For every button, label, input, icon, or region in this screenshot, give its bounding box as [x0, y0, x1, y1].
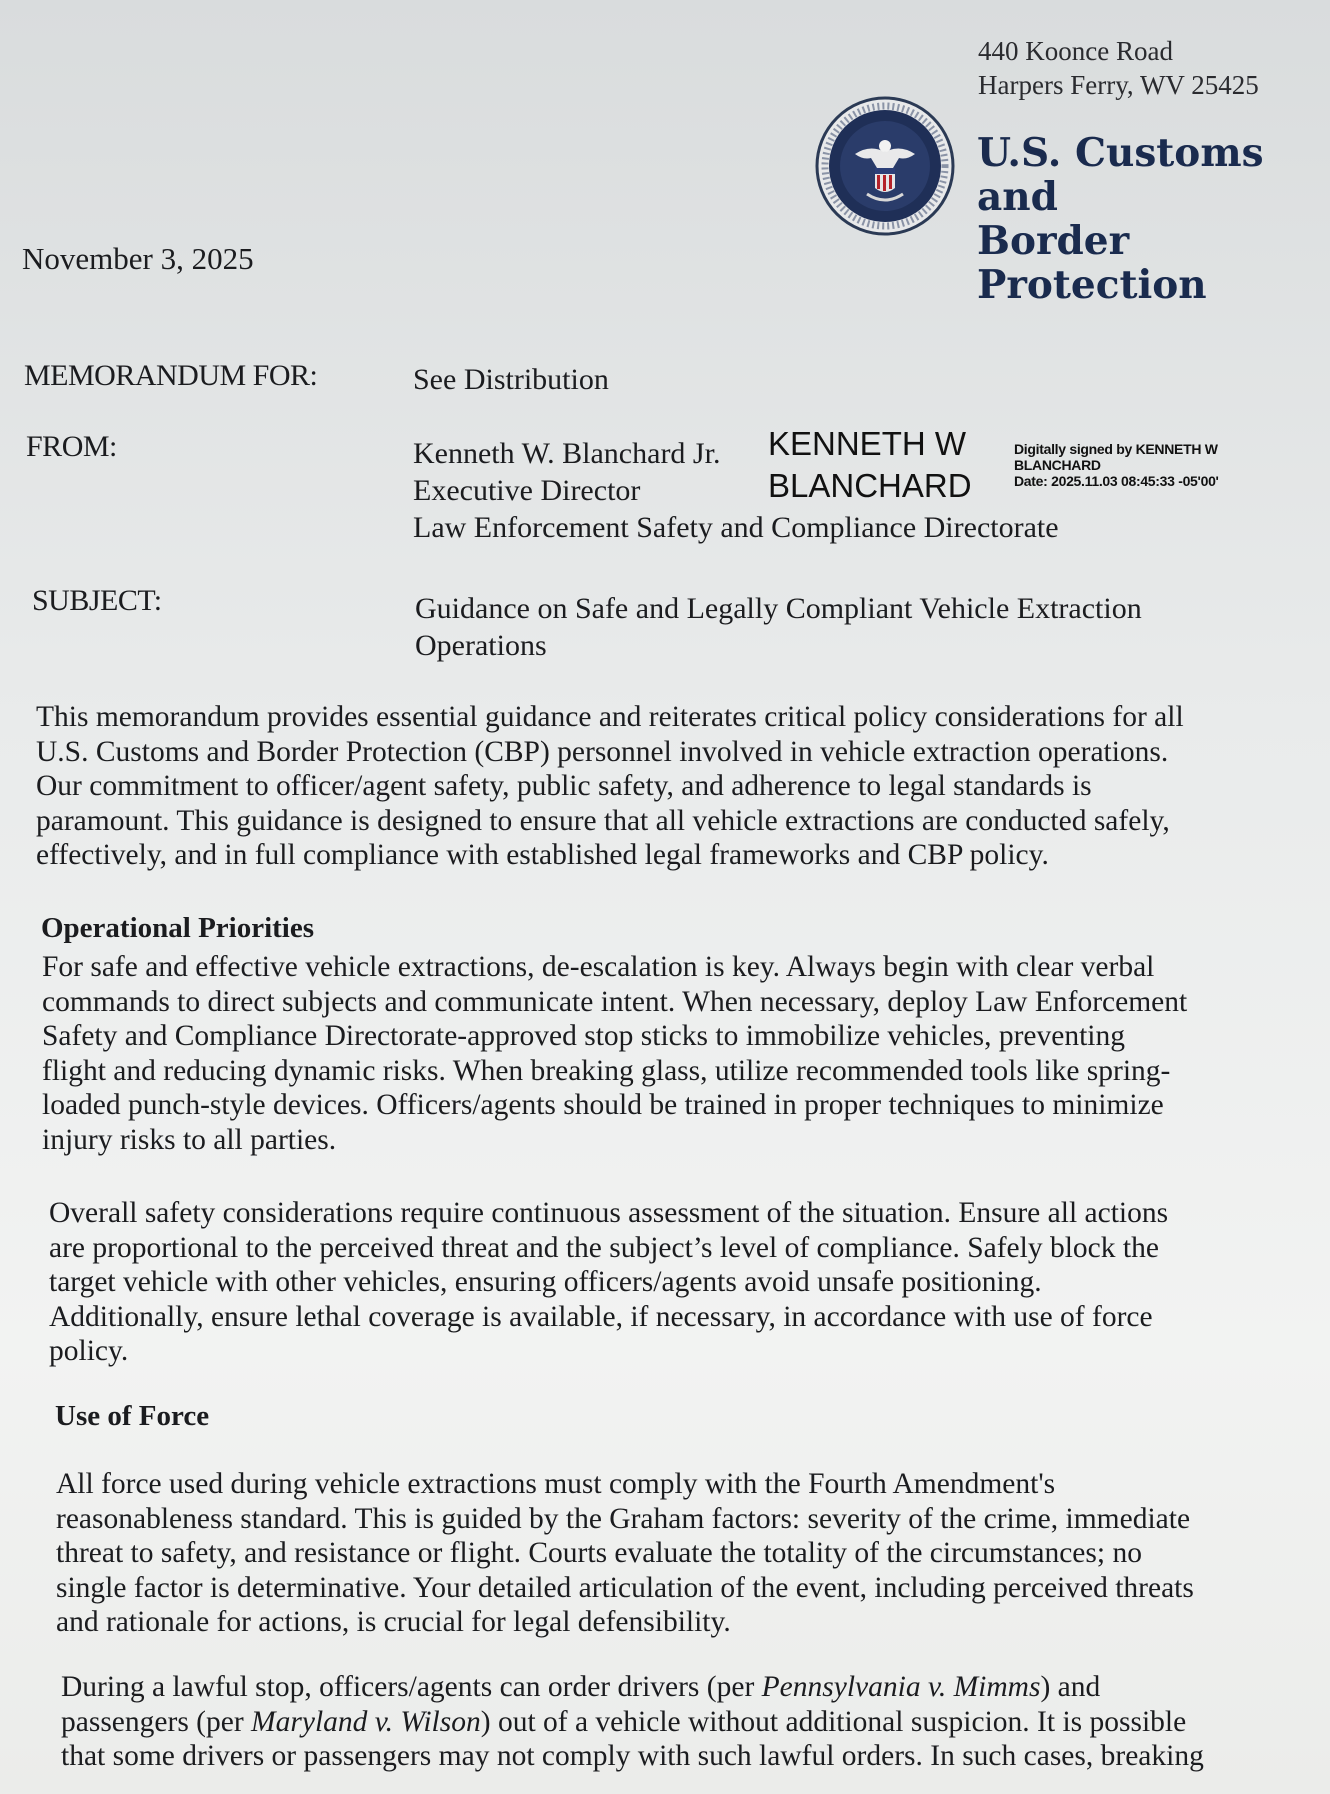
letterhead-address	[978, 34, 1259, 102]
intro-line: effectively, and in full compliance with established legal frameworks and CBP policy.	[36, 839, 1049, 871]
signature-meta-line-2: BLANCHARD	[1014, 457, 1101, 473]
text-run: ) out of a vehicle without additional suspicion. It is possible	[480, 1705, 1187, 1738]
paragraph-line: reasonableness standard. This is guided by the Graham factors: severity of the crime, immediate	[56, 1502, 1191, 1535]
text-run: During a lawful stop, officers/agents can order drivers (per	[61, 1671, 762, 1703]
subject-line-2: Operations	[415, 629, 547, 662]
subject-label: SUBJECT:	[32, 584, 162, 617]
paragraph-line: policy.	[49, 1335, 129, 1367]
from-title: Executive Director	[413, 474, 641, 507]
signature-meta-line-1: Digitally signed by KENNETH W	[1014, 441, 1218, 457]
paragraph-line: All force used during vehicle extractions must comply with the Fourth Amendment's	[56, 1468, 1056, 1500]
paragraph-line: Safety and Compliance Directorate-approved stop sticks to immobilize vehicles, preventing	[42, 1020, 1125, 1052]
paragraph-line: loaded punch-style devices. Officers/agents should be trained in proper techniques to minimize	[42, 1089, 1164, 1121]
case-citation: Maryland v. Wilson	[251, 1705, 481, 1738]
from-org: Law Enforcement Safety and Compliance Directorate	[413, 511, 1059, 544]
address-line-1: 440 Koonce Road	[978, 36, 1173, 66]
paragraph-line: that some drivers or passengers may not comply with such lawful orders. In such cases, breaking	[61, 1740, 1204, 1772]
intro-line: paramount. This guidance is designed to ensure that all vehicle extractions are conducted safely,	[36, 804, 1170, 837]
paragraph-line: target vehicle with other vehicles, ensuring officers/agents avoid unsafe positioning.	[49, 1266, 1042, 1298]
memorandum-for-label: MEMORANDUM FOR:	[24, 359, 318, 392]
signature-name-line-1: KENNETH W	[768, 425, 966, 462]
operational-priorities-paragraph-1	[42, 950, 1282, 1157]
subject-line-1: Guidance on Safe and Legally Compliant Vehicle Extraction	[415, 592, 1142, 625]
address-line-2: Harpers Ferry, WV 25425	[978, 70, 1259, 100]
paragraph-line: commands to direct subjects and communicate intent. When necessary, deploy Law Enforcement	[42, 985, 1188, 1018]
memo-date: November 3, 2025	[22, 241, 254, 276]
use-of-force-heading: Use of Force	[55, 1400, 210, 1432]
use-of-force-paragraph-2	[61, 1670, 1301, 1774]
subject-block	[415, 590, 1142, 664]
paragraph-line: are proportional to the perceived threat and the subject’s level of compliance. Safely block the	[49, 1231, 1159, 1264]
signature-name-line-2: BLANCHARD	[768, 467, 972, 504]
paragraph-line	[61, 1670, 1301, 1705]
paragraph-line: single factor is determinative. Your detailed articulation of the event, including perceived threats	[56, 1571, 1194, 1604]
paragraph-line: flight and reducing dynamic risks. When breaking glass, utilize recommended tools like spring-	[42, 1054, 1171, 1087]
intro-line: U.S. Customs and Border Protection (CBP) personnel involved in vehicle extraction operations.	[36, 735, 1169, 768]
memorandum-for-value: See Distribution	[413, 363, 609, 396]
text-run: passengers (per	[61, 1705, 252, 1738]
paragraph-line: injury risks to all parties.	[42, 1123, 337, 1156]
digital-signature-name	[768, 423, 972, 507]
signature-meta-line-3: Date: 2025.11.03 08:45:33 -05'00'	[1014, 473, 1219, 489]
use-of-force-paragraph-1	[56, 1467, 1296, 1640]
from-label: FROM:	[26, 430, 117, 463]
case-citation: Pennsylvania v. Mimms	[761, 1671, 1041, 1703]
cbp-seal-icon	[815, 96, 955, 236]
from-name: Kenneth W. Blanchard Jr.	[413, 437, 721, 470]
paragraph-line: Overall safety considerations require continuous assessment of the situation. Ensure all actions	[49, 1197, 1169, 1229]
intro-line: This memorandum provides essential guidance and reiterates critical policy considerations for all	[36, 701, 1184, 733]
digital-signature-details	[1014, 441, 1254, 489]
paragraph-line: For safe and effective vehicle extractions, de-escalation is key. Always begin with clear verbal	[42, 951, 1155, 983]
intro-paragraph	[36, 700, 1276, 873]
intro-line: Our commitment to officer/agent safety, public safety, and adherence to legal standards is	[36, 770, 1092, 802]
paragraph-line: threat to safety, and resistance or flight. Courts evaluate the totality of the circumstances; no	[56, 1537, 1142, 1569]
paragraph-line: Additionally, ensure lethal coverage is available, if necessary, in accordance with use of force	[49, 1300, 1153, 1333]
agency-line-2: Border Protection	[977, 218, 1207, 308]
operational-priorities-heading: Operational Priorities	[41, 912, 315, 944]
text-run: ) and	[1040, 1671, 1101, 1703]
agency-name	[977, 131, 1330, 307]
operational-priorities-paragraph-2	[49, 1196, 1289, 1369]
paragraph-line: and rationale for actions, is crucial for legal defensibility.	[56, 1606, 731, 1638]
agency-line-1: U.S. Customs and	[977, 130, 1264, 220]
paragraph-line	[61, 1705, 1301, 1740]
